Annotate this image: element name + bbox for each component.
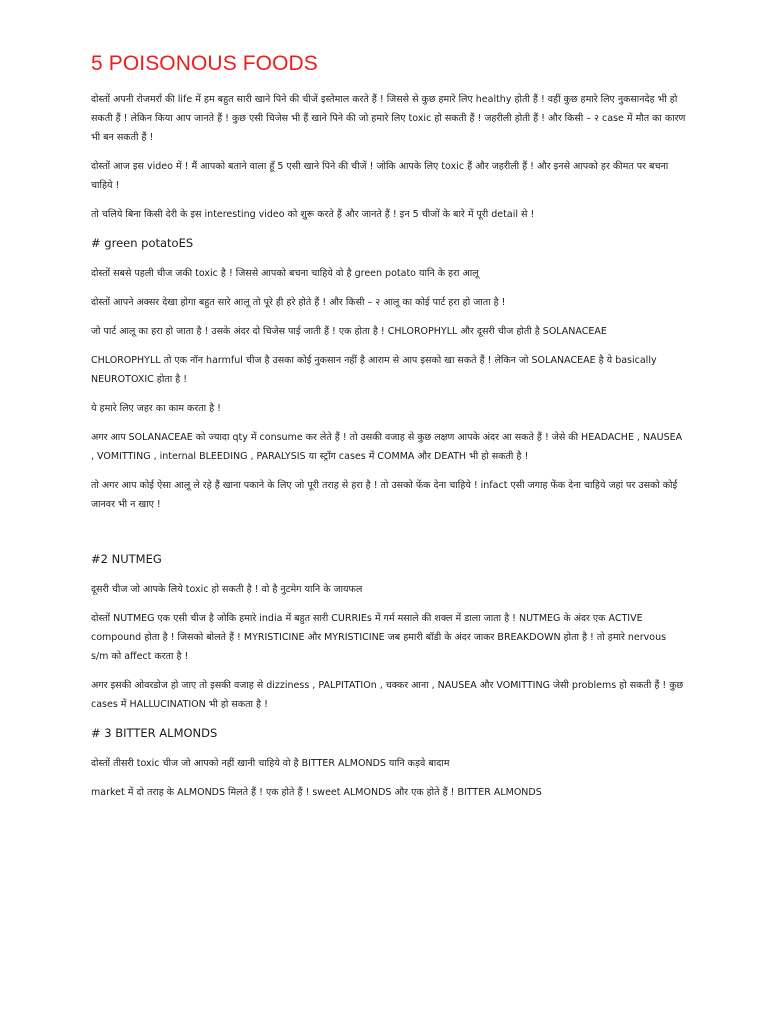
nutmeg-paragraph-2: दोस्तों NUTMEG एक एसी चीज है जोकि हमारे india में बहुत सारी CURRIEs में गर्म मसाले की शक्ल में डाला जाता है ! NUTMEG के अंदर एक ACTIVE compound होता है ! जिसको बोलते हैं ! MYRISTICINE और MYRISTICINE जब हमारी बॉडी के अंदर जाकर BREAKDOWN होता है ! तो हमारे nervous s/m को affect करता है ! — [91, 613, 667, 662]
green-potato-paragraph-3: जो पार्ट आलू का हरा हो जाता है ! उसके अंदर दो चिजेस पाई जाती हैं ! एक होता है ! CHLOROPHYLL और दूसरी चीज होती है SOLANACEAE — [91, 326, 607, 337]
intro-paragraph-2: दोस्तों आज इस video में ! मैं आपको बताने वाला हूँ 5 एसी खाने पिने की चीजें ! जोकि आपके लिए toxic हैं और जहरीली हैं ! और इनसे आपको हर कीमत पर बचना चाहिये ! — [91, 161, 669, 191]
section-heading-nutmeg: #2 NUTMEG — [91, 552, 162, 566]
document-title: 5 POISONOUS FOODS — [91, 52, 318, 75]
section-heading-green-potatoes: # green potatoES — [91, 236, 194, 250]
intro-paragraph-1: दोस्तों अपनी रोजमर्रा की life में हम बहुत सारी खाने पिने की चीजें इस्तेमाल करते हैं ! जिससे से कुछ हमारे लिए healthy होती हैं ! वहीं कुछ हमारे लिए नुकसानदेह भी हो सकती हैं ! लेकिन किया आप जानते हैं ! कुछ एसी चिजेस भी हैं खाने पिने की जो हमारे लिए toxic हो सकती हैं ! जहरीली होती हैं ! और किसी – २ case में मौत का कारण भी बन सकती हैं ! — [91, 94, 686, 143]
section-spacer — [91, 524, 686, 550]
green-potato-paragraph-4: CHLOROPHYLL तो एक नॉन harmful चीज है उसका कोई नुकसान नहीं है आराम से आप इसको खा सकते हैं ! लेकिन जो SOLANACEAE है ये basically NEUROTOXIC होता है ! — [91, 355, 657, 385]
bitter-almonds-paragraph-2: market में दो तराह के ALMONDS मिलते हैं ! एक होते हैं ! sweet ALMONDS और एक होते हैं ! BITTER ALMONDS — [91, 787, 542, 798]
intro-paragraph-3: तो चलिये बिना किसी देरी के इस interesting video को शुरू करते हैं और जानते हैं ! इन 5 चीजों के बारे में पूरी detail से ! — [91, 209, 535, 220]
section-heading-bitter-almonds: # 3 BITTER ALMONDS — [91, 726, 218, 740]
green-potato-paragraph-1: दोस्तों सबसे पहली चीज जकी toxic है ! जिससे आपको बचना चाहिये वो है green potato यानि के हरा आलू — [91, 268, 479, 279]
nutmeg-paragraph-1: दूसरी चीज जो आपके लिये toxic हो सकती है ! वो है नुटमेग यानि के जायफल — [91, 584, 363, 595]
bitter-almonds-paragraph-1: दोस्तों तीसरी toxic चीज जो आपको नहीं खानी चाहिये वो है BITTER ALMONDS यानि कड़वे बादाम — [91, 758, 450, 769]
nutmeg-paragraph-3: अगर इसकी ओवरडोज हो जाए तो इसकी वजाह से dizziness , PALPITATIOn , चक्कर आना , NAUSEA और VOMITTING जेसी problems हो सकती हैं ! कुछ cases में HALLUCINATION भी हो सकता है ! — [91, 680, 684, 710]
green-potato-paragraph-5: ये हमारे लिए जहर का काम करता है ! — [91, 403, 221, 414]
green-potato-paragraph-2: दोस्तों आपने अक्सर देखा होगा बहुत सारे आलू तो पूरे ही हरे होते हैं ! और किसी – २ आलू का कोई पार्ट हरा हो जाता है ! — [91, 297, 506, 308]
green-potato-paragraph-6: अगर आप SOLANACEAE को ज्यादा qty में consume कर लेते हैं ! तो उसकी वजाह से कुछ लक्षण आपके अंदर आ सकते हैं ! जेसे की HEADACHE , NAUSEA , VOMITTING , internal BLEEDING , PARALYSIS या स्ट्रॉंग cases में COMMA और DEATH भी हो सकती है ! — [91, 432, 683, 462]
green-potato-paragraph-7: तो अगर आप कोई ऐसा आलू ले रहे हैं खाना पकाने के लिए जो पूरी तराह से हरा है ! तो उसको फेंक देना चाहिये ! infact एसी जगाह फेंक देना चाहिये जहां पर उसको कोई जानवर भी न खाए ! — [91, 480, 678, 510]
